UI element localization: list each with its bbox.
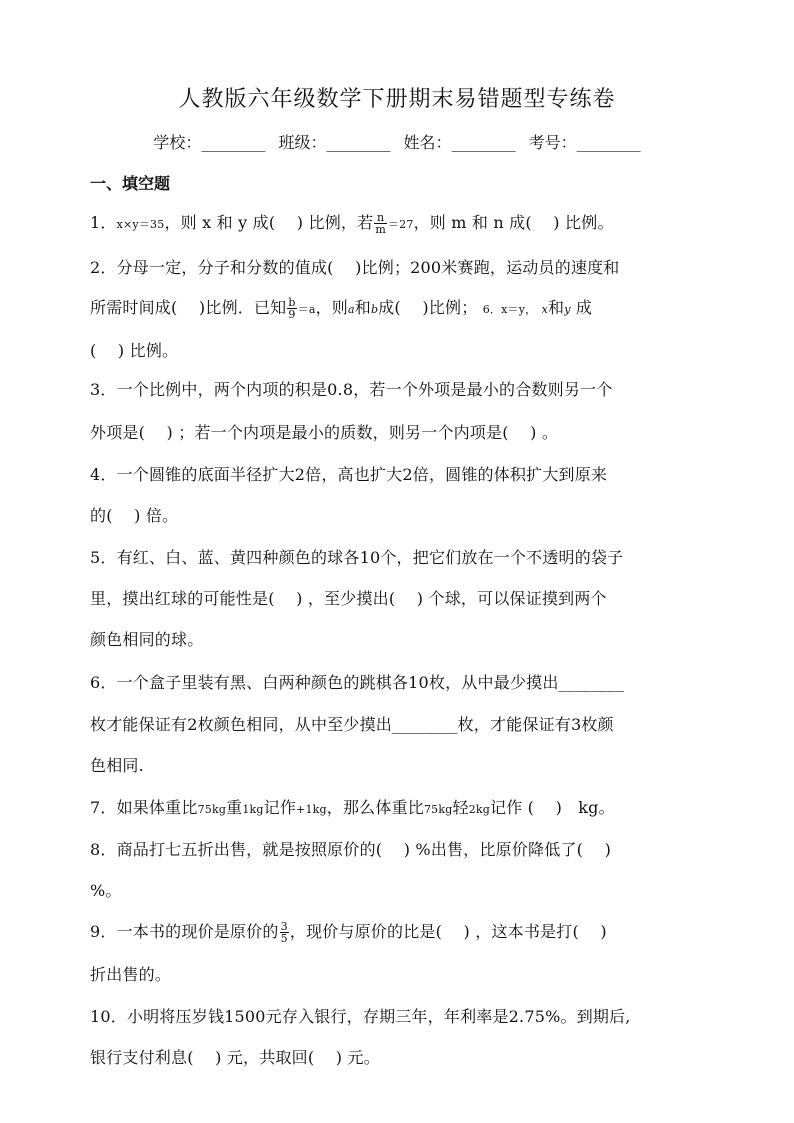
- question-6-line-1: 6．一个盒子里装有黑、白两种颜色的跳棋各10枚，从中最少摸出________: [90, 673, 625, 692]
- question-3-line-1: 3．一个比例中，两个内项的积是0.8，若一个外项是最小的合数则另一个: [90, 380, 613, 399]
- question-3-line-2: 外项是( ) ；若一个内项是最小的质数，则另一个内项是( ) 。: [90, 423, 559, 442]
- student-info-row: [0, 130, 794, 153]
- question-9-line-1: 9．一本书的现价是原价的 $\frac{3}{5}$ ，现价与原价的比是( ) ，这本书是打( ): [90, 920, 607, 945]
- question-6-line-2: 枚才能保证有2枚颜色相同，从中至少摸出________枚，才能保证有3枚颜: [90, 715, 614, 734]
- question-4-line-2: 的( ) 倍。: [90, 506, 179, 525]
- question-1: 1．x×y＝35，则 x 和 y 成( ) 比例，若 $\frac{n}{m}$ ＝27，则 m 和 n 成( ) 比例。: [90, 211, 614, 236]
- question-9-line-2: 折出售的。: [90, 965, 172, 984]
- question-10-line-2: 银行支付利息( ) 元，共取回( ) 元。: [90, 1048, 380, 1067]
- class-field: 班级：________: [278, 133, 391, 152]
- question-6-line-3: 色相同.: [90, 756, 144, 775]
- question-4-line-1: 4．一个圆锥的底面半径扩大2倍，高也扩大2倍，圆锥的体积扩大到原来: [90, 465, 608, 484]
- question-8-line-2: %。: [90, 881, 122, 900]
- question-8-line-1: 8．商品打七五折出售，就是按照原价的( ) %出售，比原价降低了( ): [90, 840, 612, 859]
- fraction-3-over-5: $\frac{3}{5}$: [280, 920, 288, 945]
- question-2-line-3: ( ) 比例。: [90, 341, 179, 360]
- name-field: 姓名：________: [403, 133, 516, 152]
- fraction-b-over-9: $\frac{b}{9}$: [288, 296, 296, 321]
- school-field: 学校：________: [153, 133, 266, 152]
- exam-number-field: 考号：________: [528, 133, 641, 152]
- section-heading: 一、填空题: [90, 174, 171, 193]
- question-7: 7．如果体重比75kg重1kg记作+1kg，那么体重比75kg轻2kg记作 ( ) kg。: [90, 798, 615, 817]
- fraction-n-over-m: $\frac{n}{m}$: [375, 211, 386, 236]
- question-2-line-2: 所需时间成( )比例．已知 $\frac{b}{9}$ ＝a，则a和b成( )比例； 6．x＝y， x和y 成: [90, 296, 593, 321]
- question-2-line-1: 2．分母一定，分子和分数的值成( )比例；200米赛跑，运动员的速度和: [90, 258, 620, 277]
- question-5-line-2: 里，摸出红球的可能性是( ) ，至少摸出( ) 个球，可以保证摸到两个: [90, 589, 607, 608]
- page-title: 人教版六年级数学下册期末易错题型专练卷: [178, 87, 616, 112]
- question-5-line-1: 5．有红、白、蓝、黄四种颜色的球各10个，把它们放在一个不透明的袋子: [90, 548, 624, 567]
- question-10-line-1: 10．小明将压岁钱1500元存入银行，存期三年，年利率是2.75%。到期后,: [90, 1007, 631, 1026]
- question-5-line-3: 颜色相同的球。: [90, 630, 204, 649]
